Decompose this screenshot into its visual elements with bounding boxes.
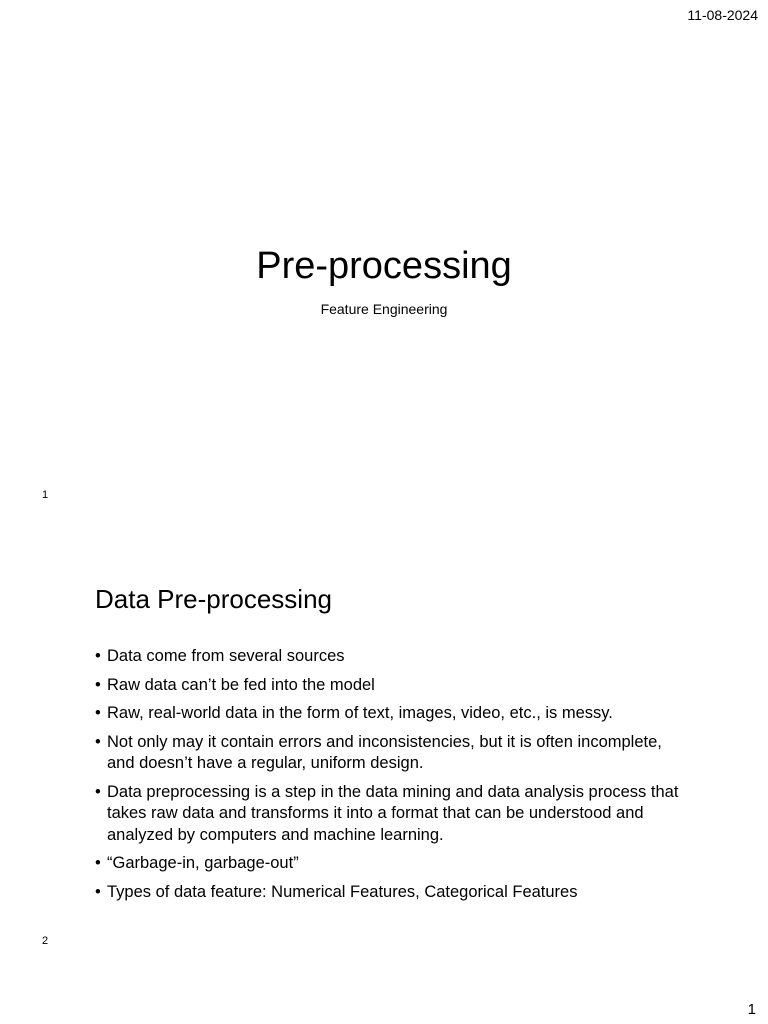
slide-number: 2 [42, 935, 49, 947]
bullet-icon: • [95, 704, 101, 722]
bullet-list [95, 646, 685, 910]
bullet-icon: • [95, 675, 101, 694]
bullet-icon: • [95, 882, 101, 901]
bullet-item [95, 703, 685, 725]
bullet-item [95, 675, 685, 697]
slide-heading: Data Pre-processing [95, 584, 332, 614]
bullet-text: Types of data feature: Numerical Features, Categorical Features [107, 882, 578, 901]
bullet-text: Data come from several sources [107, 647, 345, 665]
bullet-text: Raw, real-world data in the form of text, images, video, etc., is messy. [107, 704, 613, 722]
bullet-item [95, 732, 685, 775]
slide-title: Pre-processing [256, 245, 512, 287]
bullet-text: Raw data can’t be fed into the model [107, 675, 375, 694]
bullet-icon: • [95, 854, 101, 872]
bullet-item [95, 882, 685, 904]
bullet-item [95, 646, 685, 668]
bullet-icon: • [95, 782, 101, 801]
bullet-text: Not only may it contain errors and inconsistencies, but it is often incomplete, and doesn’t have a regular, uniform design. [107, 732, 662, 772]
page-number: 1 [747, 1001, 756, 1018]
slide-subtitle: Feature Engineering [320, 301, 448, 317]
bullet-item [95, 782, 685, 847]
bullet-item [95, 853, 685, 875]
page-date: 11-08-2024 [687, 7, 758, 23]
bullet-text: Data preprocessing is a step in the data mining and data analysis process that takes raw data and transforms it into a format that can be understood and analyzed by computers and machine learning. [107, 782, 679, 844]
bullet-text: “Garbage-in, garbage-out” [107, 854, 299, 872]
slide-number: 1 [42, 489, 49, 501]
bullet-icon: • [95, 647, 101, 665]
bullet-icon: • [95, 732, 101, 751]
slide-1 [0, 0, 768, 510]
slide-2 [0, 520, 768, 960]
